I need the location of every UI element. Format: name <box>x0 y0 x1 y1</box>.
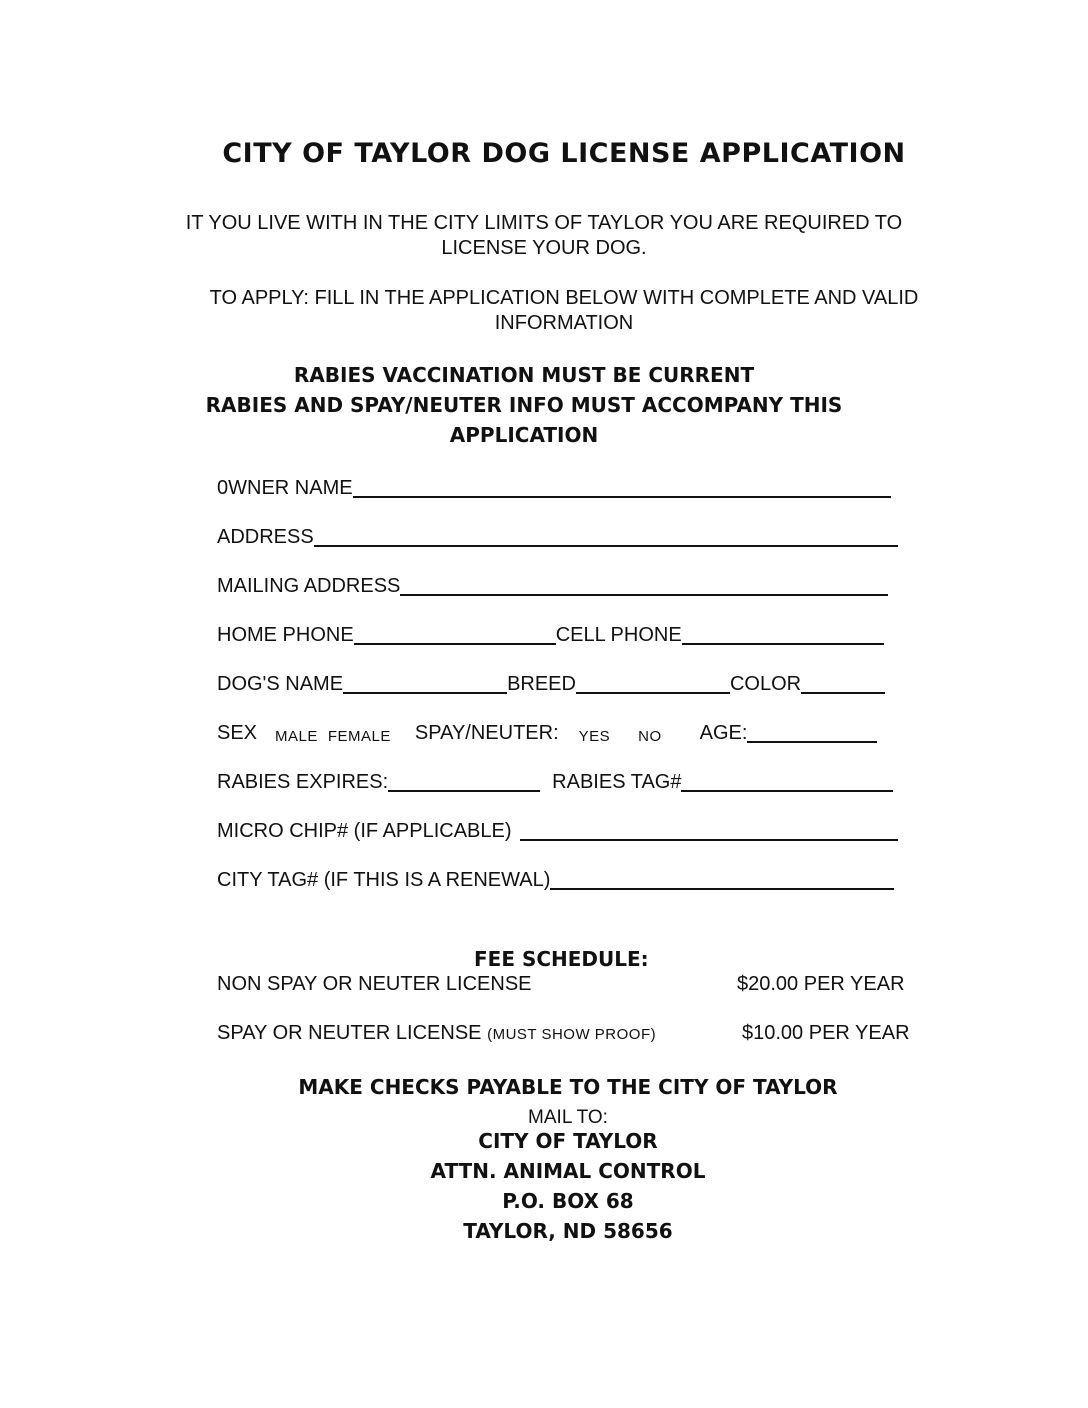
spay-fee-price: $10.00 PER YEAR <box>742 1022 910 1044</box>
rabies-row <box>217 770 893 794</box>
age-label: AGE: <box>699 722 748 744</box>
cell-phone-label: CELL PHONE <box>555 624 682 646</box>
intro-line-2: LICENSE YOUR DOG. <box>441 237 647 259</box>
breed-field[interactable] <box>576 672 730 694</box>
sex-spay-age-row <box>217 721 877 745</box>
non-spay-fee-label: NON SPAY OR NEUTER LICENSE <box>217 973 532 995</box>
breed-label: BREED <box>507 673 576 695</box>
age-field[interactable] <box>747 721 877 743</box>
spay-fee-label: SPAY OR NEUTER LICENSE <box>217 1022 482 1044</box>
home-phone-label: HOME PHONE <box>217 624 354 646</box>
mailing-address-label: MAILING ADDRESS <box>217 575 401 597</box>
mail-to-label: MAIL TO: <box>528 1107 608 1128</box>
requirement-line-1: RABIES VACCINATION MUST BE CURRENT <box>293 363 755 387</box>
page-title: CITY OF TAYLOR DOG LICENSE APPLICATION <box>222 138 906 169</box>
sex-label: SEX <box>217 722 258 744</box>
spay-fee-label-group <box>217 1022 656 1045</box>
address-field[interactable] <box>314 525 898 547</box>
micro-chip-row <box>217 819 898 843</box>
female-option[interactable]: FEMALE <box>327 728 391 745</box>
spay-neuter-label: SPAY/NEUTER: <box>414 722 559 744</box>
rabies-tag-label: RABIES TAG# <box>552 771 682 793</box>
rabies-tag-field[interactable] <box>681 770 893 792</box>
non-spay-fee-price: $20.00 PER YEAR <box>737 973 905 995</box>
cell-phone-field[interactable] <box>682 623 884 645</box>
color-label: COLOR <box>729 673 802 695</box>
spay-no-option[interactable]: NO <box>638 728 662 745</box>
apply-instructions <box>20 286 1088 336</box>
address-label: ADDRESS <box>217 526 314 548</box>
intro-text <box>0 211 1088 261</box>
checks-payable: MAKE CHECKS PAYABLE TO THE CITY OF TAYLOR <box>298 1075 838 1099</box>
color-field[interactable] <box>801 672 885 694</box>
mailing-address-row <box>217 574 888 598</box>
dogs-name-label: DOG'S NAME <box>217 673 344 695</box>
apply-line-1: TO APPLY: FILL IN THE APPLICATION BELOW WITH COMPLETE AND VALID <box>209 287 919 309</box>
micro-chip-label: MICRO CHIP# (IF APPLICABLE) <box>217 820 512 842</box>
owner-name-field[interactable] <box>353 476 891 498</box>
requirement-line-3: APPLICATION <box>449 423 599 447</box>
owner-name-row <box>217 476 891 500</box>
requirements-notice <box>0 360 1068 450</box>
phone-row <box>217 623 884 647</box>
rabies-expires-label: RABIES EXPIRES: <box>217 771 389 793</box>
spay-yes-option[interactable]: YES <box>578 728 611 745</box>
address-row <box>217 525 898 549</box>
mailing-address-block <box>24 1126 1088 1246</box>
owner-name-label: 0WNER NAME <box>217 477 353 499</box>
male-option[interactable]: MALE <box>275 728 318 745</box>
mailing-line-4: TAYLOR, ND 58656 <box>463 1219 673 1243</box>
mailing-line-1: CITY OF TAYLOR <box>478 1129 658 1153</box>
mailing-line-2: ATTN. ANIMAL CONTROL <box>430 1159 706 1183</box>
dogs-name-field[interactable] <box>343 672 507 694</box>
requirement-line-2: RABIES AND SPAY/NEUTER INFO MUST ACCOMPANY THIS <box>205 393 843 417</box>
intro-line-1: IT YOU LIVE WITH IN THE CITY LIMITS OF TAYLOR YOU ARE REQUIRED TO <box>185 212 903 234</box>
apply-line-2: INFORMATION <box>494 312 634 334</box>
micro-chip-field[interactable] <box>520 819 898 841</box>
home-phone-field[interactable] <box>354 623 556 645</box>
city-tag-label: CITY TAG# (IF THIS IS A RENEWAL) <box>217 869 551 891</box>
dog-info-row <box>217 672 885 696</box>
mailing-line-3: P.O. BOX 68 <box>502 1189 634 1213</box>
mailing-address-field[interactable] <box>400 574 888 596</box>
city-tag-field[interactable] <box>550 868 894 890</box>
rabies-expires-field[interactable] <box>388 770 540 792</box>
fee-schedule-heading: FEE SCHEDULE: <box>474 947 649 971</box>
city-tag-row <box>217 868 894 892</box>
spay-fee-note: (MUST SHOW PROOF) <box>487 1026 657 1043</box>
